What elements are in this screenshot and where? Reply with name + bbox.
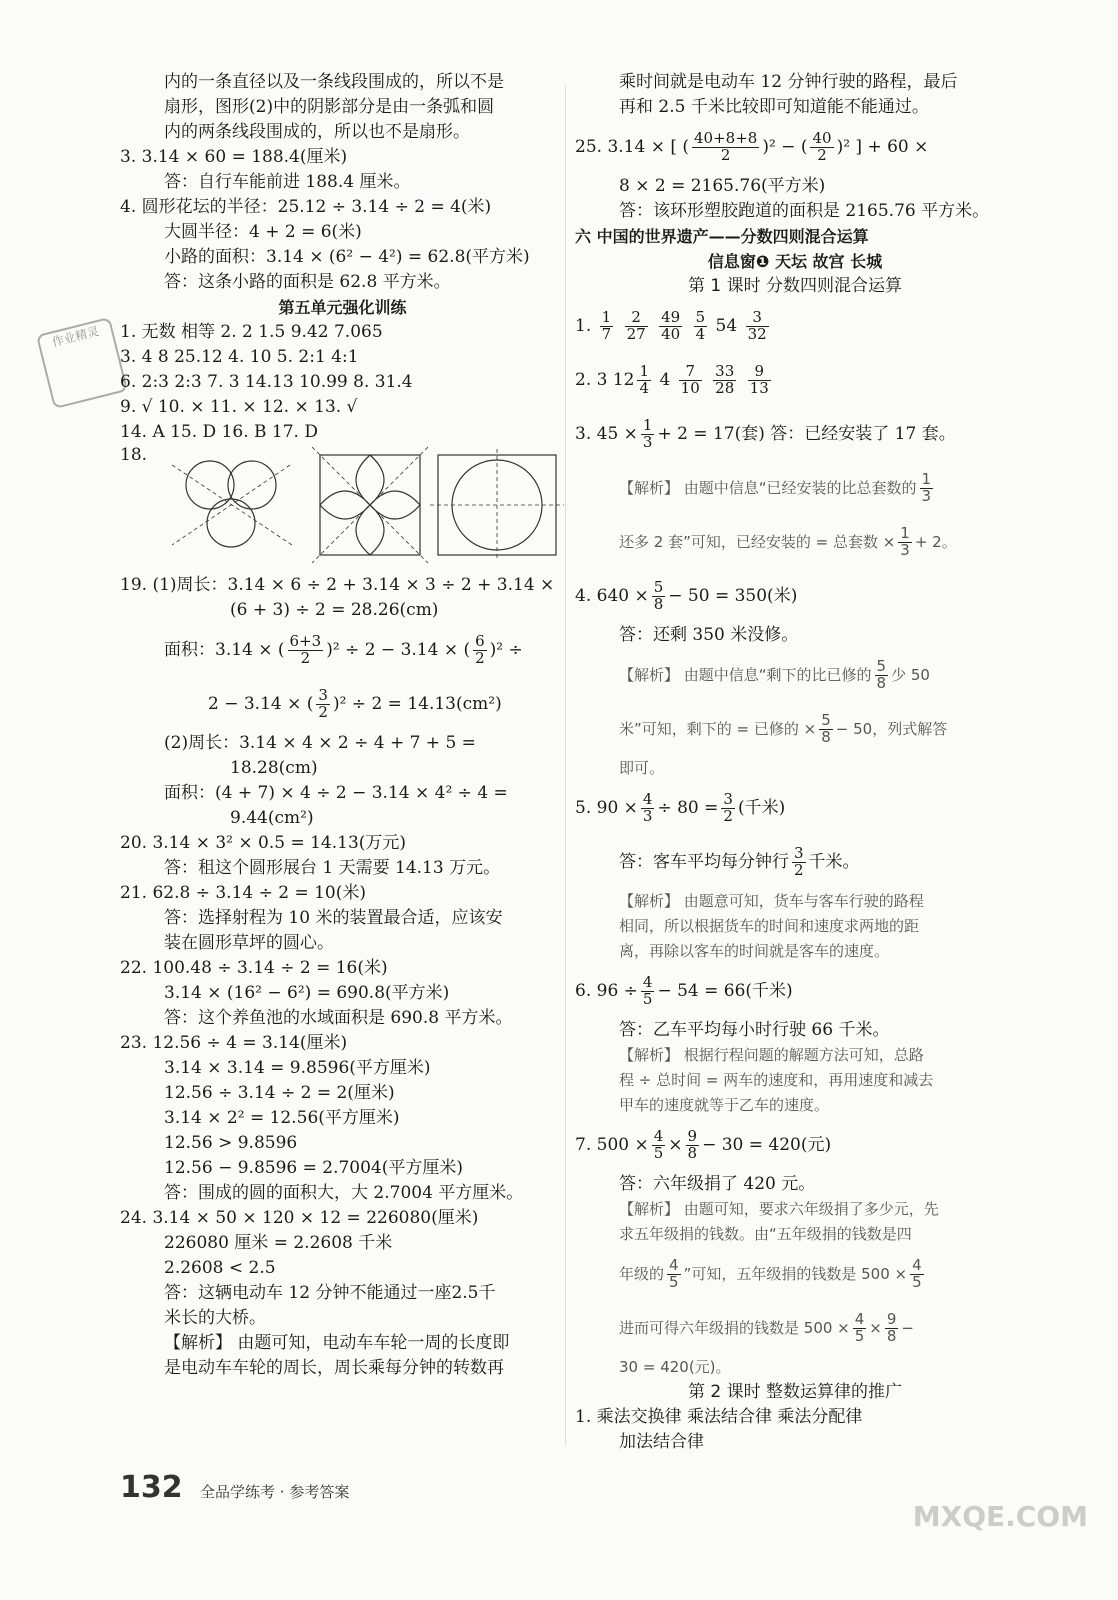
answer-row: 3. 4 8 25.12 4. 10 5. 2:1 4:1: [120, 347, 359, 367]
analysis-4: 即可。: [619, 759, 665, 777]
answer-22-text: 答：这个养鱼池的水域面积是 690.8 平方米。: [164, 1008, 513, 1028]
answer-19-area-cont: 2 − 3.14 × ( $\frac{3}{2}$ )² ÷ 2 = 14.13(cm²): [208, 686, 502, 721]
answer-24-line: 2.2608 < 2.5: [164, 1258, 276, 1278]
page-number: 132: [120, 1470, 183, 1505]
answer-7-text: 答：六年级捐了 420 元。: [619, 1174, 816, 1194]
analysis-6: 【解析】 根据行程问题的解题方法可知，总路: [619, 1046, 924, 1064]
answer-24: 24. 3.14 × 50 × 120 × 12 = 226080(厘米): [120, 1208, 479, 1228]
analysis-24: 是电动车车轮的周长，周长乘每分钟的转数再: [164, 1358, 504, 1378]
answer-19-line: (6 + 3) ÷ 2 = 28.26(cm): [230, 600, 439, 620]
answer-23-line: 12.56 > 9.8596: [164, 1133, 298, 1153]
analysis-5: 【解析】 由题意可知，货车与客车行驶的路程: [619, 892, 924, 910]
answer-3-text: 答：自行车能前进 188.4 厘米。: [164, 172, 411, 192]
answer-6: 6. 96 ÷ $\frac{4}{5}$ − 54 = 66(千米): [575, 973, 793, 1008]
answer-20-text: 答：租这个圆形展台 1 天需要 14.13 万元。: [164, 858, 501, 878]
answer-23-text: 答：围成的圆的面积大，大 2.7004 平方厘米。: [164, 1183, 524, 1203]
analysis-24: 【解析】 由题可知，电动车车轮一周的长度即: [164, 1333, 510, 1353]
analysis-6: 程 ÷ 总时间 = 两车的速度和，再用速度和减去: [619, 1071, 934, 1089]
left-column: [120, 70, 565, 1381]
answer-19-line: 9.44(cm²): [230, 808, 314, 828]
right-column: [575, 70, 1015, 1455]
answer-3: 3. 45 × $\frac{1}{3}$ + 2 = 17(套) 答：已经安装了 17 套。: [575, 416, 956, 451]
answer-5-text: 答：客车平均每分钟行 $\frac{3}{2}$ 千米。: [619, 844, 860, 879]
analysis-3: 还多 2 套”可知，已经安装的 = 总套数 × $\frac{1}{3}$ + 2。: [619, 524, 957, 559]
answer-23-line: 3.14 × 2² = 12.56(平方厘米): [164, 1108, 400, 1128]
stamp-logo: 作业精灵: [36, 317, 128, 409]
answer-7: 7. 500 × $\frac{4}{5}$ × $\frac{9}{8}$ − 30 = 420(元): [575, 1127, 832, 1162]
answer-19-line: 18.28(cm): [230, 758, 318, 778]
answer-4: 4. 圆形花坛的半径：25.12 ÷ 3.14 ÷ 2 = 4(米): [120, 197, 492, 217]
answer-4-line: 小路的面积：3.14 × (6² − 4²) = 62.8(平方米): [164, 247, 530, 267]
lesson-title: 第 2 课时 整数运算律的推广: [687, 1382, 903, 1402]
analysis-4: 【解析】 由题中信息“剩下的比已修的 $\frac{5}{8}$ 少 50: [619, 657, 930, 692]
answer-b1-line: 加法结合律: [619, 1432, 704, 1452]
answer-row: 14. A 15. D 16. B 17. D: [120, 422, 318, 442]
answer-4-text: 答：还剩 350 米没修。: [619, 625, 799, 645]
analysis-4: 米”可知，剩下的 = 已修的 × $\frac{5}{8}$ − 50，列式解答: [619, 711, 948, 746]
column-divider: [565, 85, 566, 1445]
text-line: 内的一条直径以及一条线段围成的，所以不是: [164, 72, 504, 92]
analysis-7: 年级的 $\frac{4}{5}$ ”可知，五年级捐的钱数是 500 × $\frac{4}{5}$: [619, 1256, 922, 1291]
answer-row: 9. √ 10. × 11. × 12. × 13. √: [120, 397, 358, 417]
analysis-7: 进而可得六年级捐的钱数是 500 × $\frac{4}{5}$ × $\frac{9}{8}$ −: [619, 1310, 914, 1345]
analysis-6: 甲车的速度就等于乙车的速度。: [619, 1096, 830, 1114]
answer-row: 6. 2:3 2:3 7. 3 14.13 10.99 8. 31.4: [120, 372, 413, 392]
answer-23-line: 12.56 − 9.8596 = 2.7004(平方厘米): [164, 1158, 464, 1178]
watermark: MXQE.COM: [912, 1500, 1088, 1533]
analysis-5: 相同，所以根据货车的时间和速度求两地的距: [619, 917, 920, 935]
answer-24-text: 米长的大桥。: [164, 1308, 266, 1328]
analysis-24-cont: 乘时间就是电动车 12 分钟行驶的路程，最后: [619, 72, 958, 92]
answer-24-line: 226080 厘米 = 2.2608 千米: [164, 1233, 393, 1253]
answer-19-line: 面积：(4 + 7) × 4 ÷ 2 − 3.14 × 4² ÷ 4 =: [164, 783, 508, 803]
answer-25-line: 8 × 2 = 2165.76(平方米): [619, 176, 826, 196]
answer-4-text: 答：这条小路的面积是 62.8 平方米。: [164, 272, 451, 292]
answer-22: 22. 100.48 ÷ 3.14 ÷ 2 = 16(米): [120, 958, 388, 978]
figure-18: [120, 445, 565, 573]
text-line: 内的两条线段围成的，所以也不是扇形。: [164, 122, 470, 142]
answer-3: 3. 3.14 × 60 = 188.4(厘米): [120, 147, 348, 167]
analysis-7: 30 = 420(元)。: [619, 1358, 731, 1376]
lesson-title: 第 1 课时 分数四则混合运算: [687, 276, 903, 296]
section-title: 第五单元强化训练: [278, 298, 407, 317]
geometry-figures: [172, 445, 572, 570]
answer-21-text: 答：选择射程为 10 米的装置最合适，应该安: [164, 908, 503, 928]
answer-20: 20. 3.14 × 3² × 0.5 = 14.13(万元): [120, 833, 407, 853]
answer-25: 25. 3.14 × [ ( $\frac{40+8+8}{2}$ )² − ( $\frac{40}{2}$ )² ] + 60 ×: [575, 129, 929, 164]
answer-19-2: (2)周长：3.14 × 4 × 2 ÷ 4 + 7 + 5 =: [164, 733, 476, 753]
analysis-7: 【解析】 由题可知，要求六年级捐了多少元，先: [619, 1200, 939, 1218]
answer-1: 1. $\frac{1}{7}$ $\frac{2}{27}$ $\frac{49}{40}$ $\frac{5}{4}$ 54 $\frac{3}{32}$: [575, 308, 767, 343]
answer-4: 4. 640 × $\frac{5}{8}$ − 50 = 350(米): [575, 578, 798, 613]
answer-21-text: 装在圆形草坪的圆心。: [164, 933, 334, 953]
answer-4-line: 大圆半径：4 + 2 = 6(米): [164, 222, 362, 242]
page-footer: [120, 1470, 349, 1505]
analysis-24-cont: 再和 2.5 千米比较即可知道能不能通过。: [619, 97, 929, 117]
analysis-7: 求五年级捐的钱数。由“五年级捐的钱数是四: [619, 1225, 912, 1243]
book-title: 全品学练考 · 参考答案: [200, 1483, 350, 1501]
answer-6-text: 答：乙车平均每小时行驶 66 千米。: [619, 1020, 890, 1040]
answer-23-line: 12.56 ÷ 3.14 ÷ 2 = 2(厘米): [164, 1083, 395, 1103]
answer-row: 1. 无数 相等 2. 2 1.5 9.42 7.065: [120, 322, 383, 342]
analysis-5: 离，再除以客车的时间就是客车的速度。: [619, 942, 890, 960]
answer-b1: 1. 乘法交换律 乘法结合律 乘法分配律: [575, 1407, 863, 1427]
text-line: 扇形，图形(2)中的阴影部分是由一条弧和圆: [164, 97, 495, 117]
answer-24-text: 答：这辆电动车 12 分钟不能通过一座2.5千: [164, 1283, 496, 1303]
answer-18-label: 18.: [120, 445, 148, 465]
answer-23-line: 3.14 × 3.14 = 9.8596(平方厘米): [164, 1058, 431, 1078]
answer-2: 2. 3 12 $\frac{1}{4}$ 4 $\frac{7}{10}$ $\frac{33}{28}$ $\frac{9}{13}$: [575, 362, 769, 397]
answer-25-text: 答：该环形塑胶跑道的面积是 2165.76 平方米。: [619, 201, 990, 221]
answer-23: 23. 12.56 ÷ 4 = 3.14(厘米): [120, 1033, 348, 1053]
answer-19-area: 面积：3.14 × ( $\frac{6+3}{2}$ )² ÷ 2 − 3.14 × ( $\frac{6}{2}$ )² ÷: [164, 632, 523, 667]
unit-title: 六 中国的世界遗产——分数四则混合运算: [575, 227, 869, 246]
answer-5: 5. 90 × $\frac{4}{3}$ ÷ 80 = $\frac{3}{2}$ (千米): [575, 790, 786, 825]
answer-19: 19. (1)周长：3.14 × 6 ÷ 2 + 3.14 × 3 ÷ 2 + 3.14 ×: [120, 575, 555, 595]
answer-21: 21. 62.8 ÷ 3.14 ÷ 2 = 10(米): [120, 883, 367, 903]
answer-22-line: 3.14 × (16² − 6²) = 690.8(平方米): [164, 983, 450, 1003]
analysis-3: 【解析】 由题中信息“已经安装的比总套数的 $\frac{1}{3}$: [619, 470, 932, 505]
info-window-title: 信息窗❶ 天坛 故宫 长城: [707, 252, 883, 271]
